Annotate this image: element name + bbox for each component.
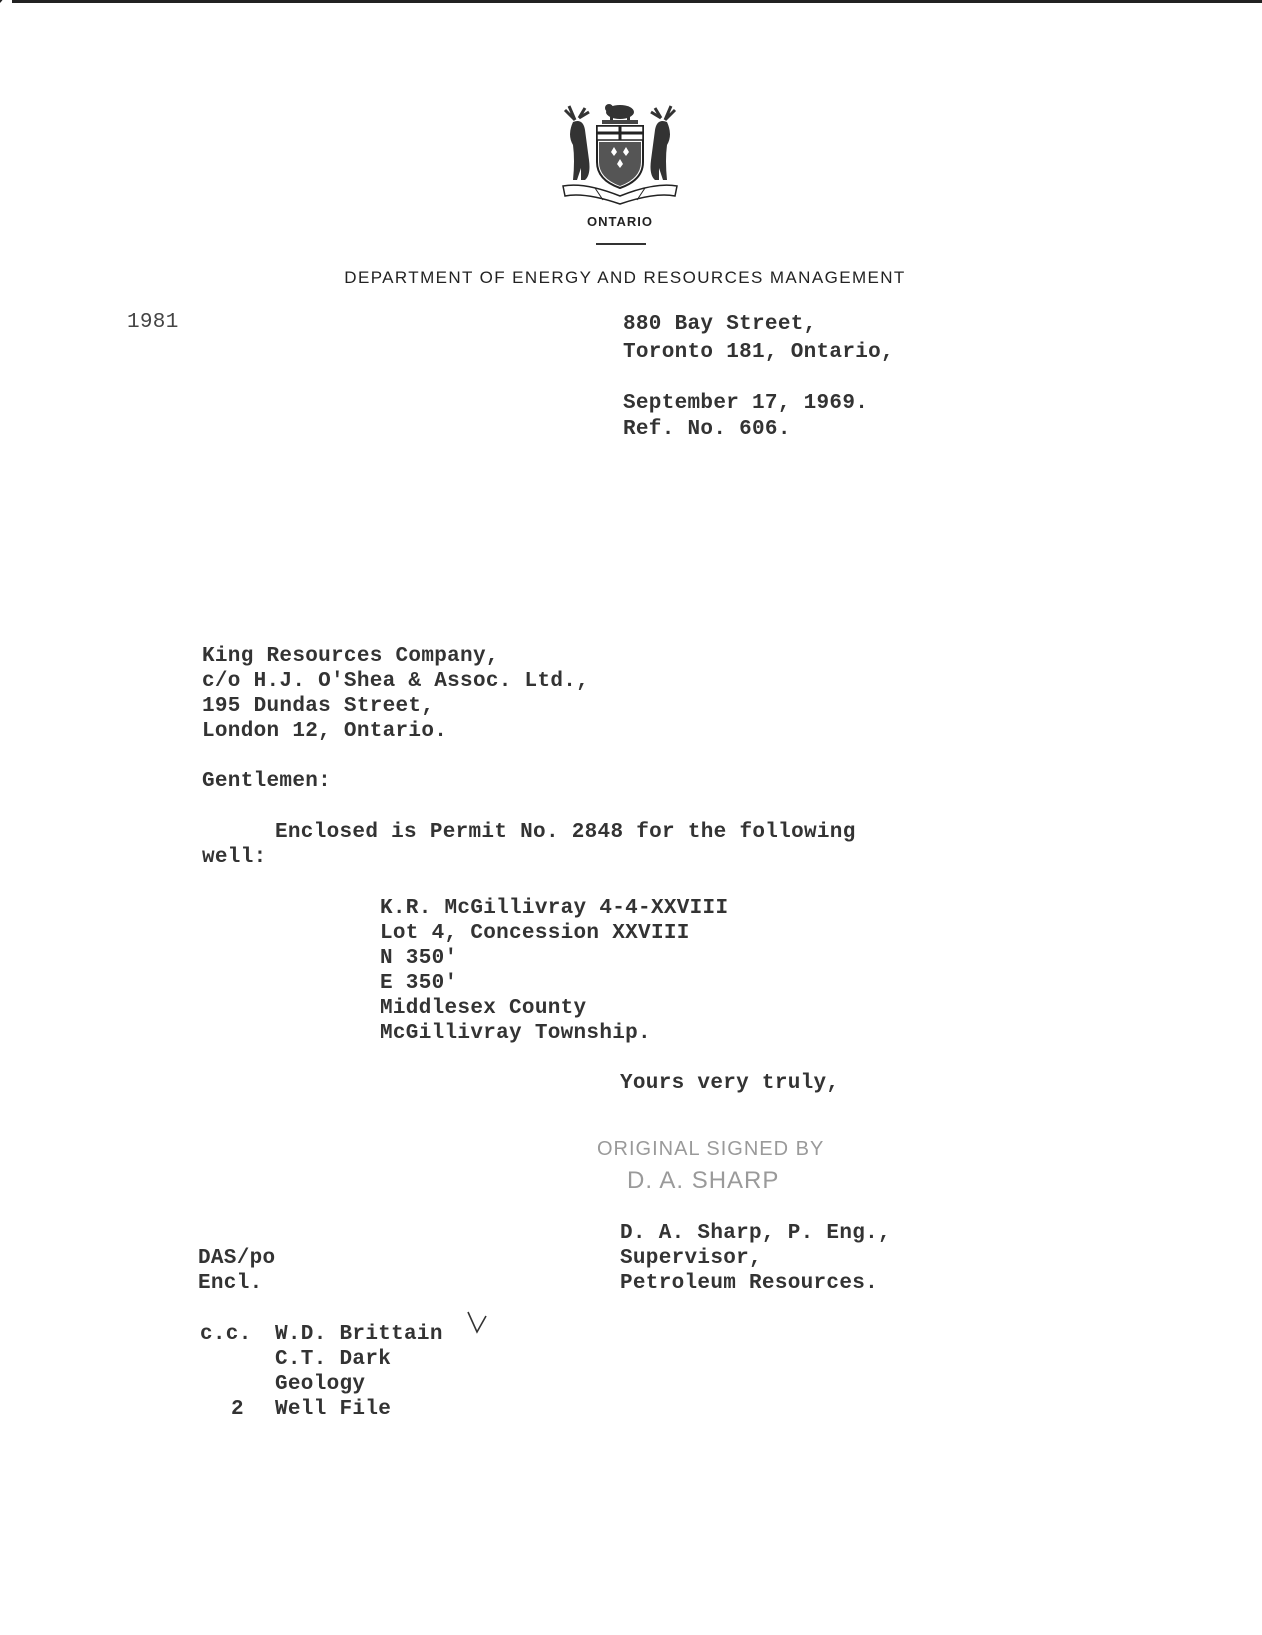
ontario-coat-of-arms <box>555 100 685 210</box>
cc-recipient-4: Well File <box>275 1398 392 1421</box>
scan-corner-line <box>0 0 10 3</box>
well-east-offset: E 350' <box>380 972 458 995</box>
recipient-line-4: London 12, Ontario. <box>202 720 448 743</box>
salutation: Gentlemen: <box>202 770 332 793</box>
crest-divider <box>596 243 646 245</box>
cc-prefix: c.c. <box>200 1323 252 1346</box>
signature-stamp <box>597 1138 857 1198</box>
recipient-line-2: c/o H.J. O'Shea & Assoc. Ltd., <box>202 670 590 693</box>
cc-recipient-1: W.D. Brittain <box>275 1323 443 1346</box>
department-heading: DEPARTMENT OF ENERGY AND RESOURCES MANAGEMENT <box>344 268 906 287</box>
reference-number: Ref. No. 606. <box>623 418 791 441</box>
sender-address-line-2: Toronto 181, Ontario, <box>623 341 894 364</box>
enclosure-note: Encl. <box>198 1272 263 1295</box>
signatory-name: D. A. Sharp, P. Eng., <box>620 1222 891 1245</box>
stamp-line-2: D. A. SHARP <box>627 1167 780 1194</box>
well-township: McGillivray Township. <box>380 1022 651 1045</box>
sender-address-line-1: 880 Bay Street, <box>623 313 817 336</box>
cc-recipient-3: Geology <box>275 1373 366 1396</box>
check-mark-icon <box>466 1308 488 1334</box>
closing: Yours very truly, <box>620 1072 840 1095</box>
well-county: Middlesex County <box>380 997 587 1020</box>
recipient-line-1: King Resources Company, <box>202 645 499 668</box>
well-north-offset: N 350' <box>380 947 458 970</box>
scan-edge-line <box>12 0 1262 3</box>
signatory-division: Petroleum Resources. <box>620 1272 879 1295</box>
crest-label: ONTARIO <box>587 214 653 229</box>
cc-recipient-2: C.T. Dark <box>275 1348 392 1371</box>
well-lot: Lot 4, Concession XXVIII <box>380 922 690 945</box>
body-line-1: Enclosed is Permit No. 2848 for the following <box>275 821 856 844</box>
signatory-title: Supervisor, <box>620 1247 762 1270</box>
stamp-line-1: ORIGINAL SIGNED BY <box>597 1138 825 1160</box>
body-line-2: well: <box>202 846 267 869</box>
letter-date: September 17, 1969. <box>623 392 869 415</box>
scan-edge-mark <box>0 0 1262 6</box>
file-number: 1981 <box>127 311 179 334</box>
well-name: K.R. McGillivray 4-4-XXVIII <box>380 897 729 920</box>
coat-of-arms-icon <box>555 100 685 210</box>
typist-initials: DAS/po <box>198 1247 276 1270</box>
recipient-line-3: 195 Dundas Street, <box>202 695 435 718</box>
cc-copy-count: 2 <box>231 1398 244 1421</box>
